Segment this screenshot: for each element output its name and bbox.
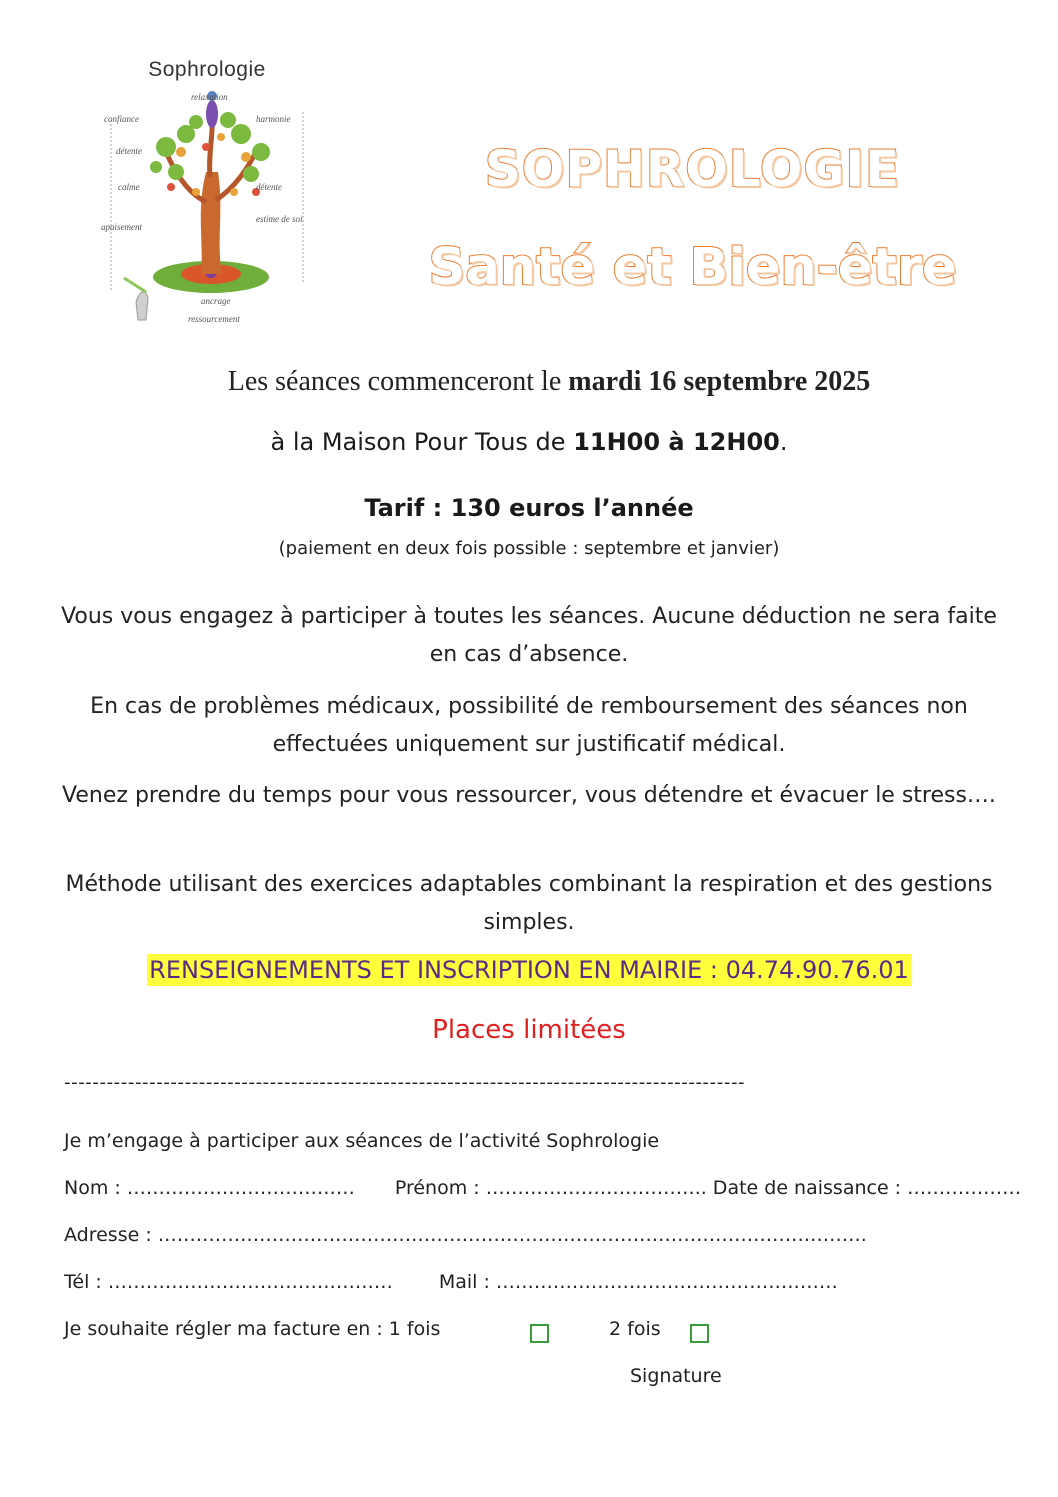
payment-1x-checkbox[interactable] [530, 1324, 549, 1343]
places-limitees: Places limitées [432, 1015, 626, 1045]
place-line [40, 428, 1018, 456]
paragraph-engagement: Vous vous engagez à participer à toutes les séances. Aucune déduction ne sera faite en cas d’absence. [61, 604, 997, 667]
main-title: SOPHROLOGIE [484, 140, 901, 198]
registration-info-text: RENSEIGNEMENTS ET INSCRIPTION EN MAIRIE : 04.74.90.76.01 [149, 956, 909, 984]
svg-text:détente: détente [256, 182, 282, 192]
start-date-line [60, 366, 1038, 398]
name-row [64, 1177, 1021, 1199]
svg-text:confiance: confiance [104, 114, 139, 124]
svg-text:relaxation: relaxation [191, 92, 228, 102]
mail-field[interactable]: Mail : ……………………………………………… [438, 1271, 838, 1293]
sophrologie-tree-logo [96, 52, 318, 342]
svg-text:ancrage: ancrage [201, 296, 231, 306]
payment-label: Je souhaite régler ma facture en : 1 fois [64, 1318, 441, 1340]
hours: 11H00 à 12H00 [573, 428, 780, 456]
contact-row [64, 1271, 838, 1293]
payment-row [64, 1318, 661, 1340]
tarif-note: (paiement en deux fois possible : septembre et janvier) [278, 538, 780, 559]
prenom-birthdate-field[interactable]: Prénom : …………………………….. Date de naissance : ……………… [394, 1177, 1022, 1199]
svg-text:estime de soi: estime de soi [256, 214, 303, 224]
place-prefix: à la Maison Pour Tous de [270, 428, 574, 456]
signature-label: Signature [630, 1365, 722, 1387]
payment-option-2-label: 2 fois [609, 1318, 661, 1340]
paragraph-ressourcer: Venez prendre du temps pour vous ressourcer, vous détendre et évacuer le stress…. [62, 783, 996, 808]
nom-field[interactable]: Nom : ……………………………… [64, 1177, 355, 1199]
cut-line: ------------------------------------------------------------------------------------------------ [64, 1072, 746, 1093]
logo-caption: Sophrologie [148, 58, 266, 81]
adresse-field[interactable]: Adresse : …………………………………………………………………………………………………. [64, 1224, 867, 1246]
tarif: Tarif : 130 euros l’année [364, 494, 694, 522]
start-prefix: Les séances commenceront le [227, 366, 569, 397]
subtitle: Santé et Bien-être [428, 238, 957, 297]
payment-2x-checkbox[interactable] [690, 1324, 709, 1343]
tree-illustration [96, 52, 318, 342]
engagement-statement: Je m’engage à participer aux séances de l’activité Sophrologie [64, 1130, 660, 1152]
start-date: mardi 16 septembre 2025 [568, 366, 871, 397]
tel-field[interactable]: Tél : ……………………………………… [64, 1271, 393, 1293]
svg-text:apaisement: apaisement [101, 222, 142, 232]
place-suffix: . [779, 428, 788, 456]
paragraph-medical: En cas de problèmes médicaux, possibilité de remboursement des séances non effectuées uniquement sur justificatif médical. [90, 694, 968, 757]
svg-text:détente: détente [116, 146, 142, 156]
svg-text:calme: calme [118, 182, 140, 192]
svg-text:harmonie: harmonie [256, 114, 291, 124]
svg-text:ressourcement: ressourcement [188, 314, 240, 324]
registration-info [40, 956, 1018, 984]
paragraph-methode: Méthode utilisant des exercices adaptables combinant la respiration et des gestions simples. [65, 872, 993, 935]
